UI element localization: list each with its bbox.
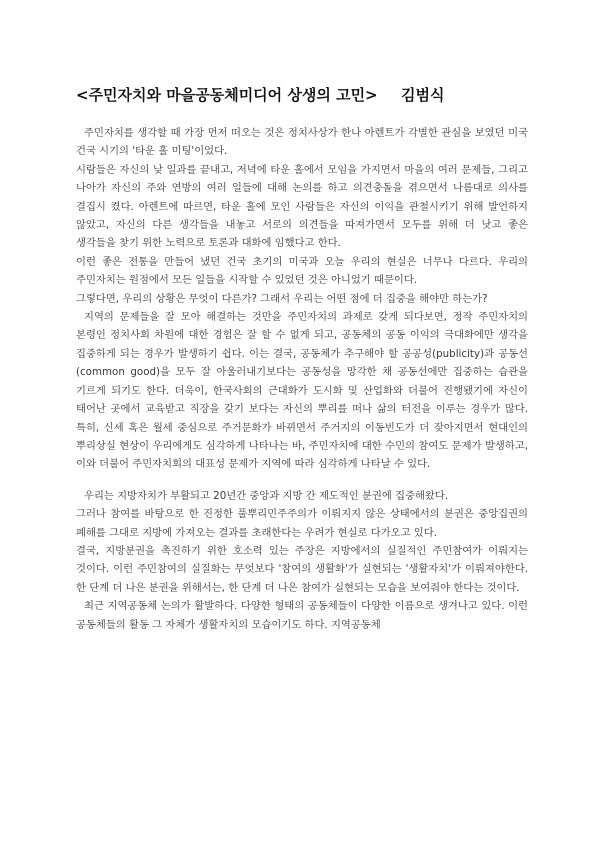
title-line [76, 84, 536, 108]
paragraph: 최근 지역공동체 논의가 활발하다. 다양한 형태의 공동체들이 다양한 이름으로 생겨나고 있다. 이런 공동체들의 활동 그 자체가 생활자치의 모습이기도 하다. 지역공동체 [76, 600, 528, 631]
section-spacer [76, 474, 528, 487]
paragraph: 그러나 참여를 바탕으로 한 진정한 풀뿌리민주주의가 이뤄지지 않은 상태에서의 분권은 중앙집권의 폐해를 그대로 지방에 가져오는 결과를 초래한다는 우려가 현실로 다가오고 있다. [76, 508, 528, 539]
document-title: <주민자치와 마을공동체미디어 상생의 고민> [76, 86, 378, 104]
document-body [76, 124, 528, 634]
paragraph: 그렇다면, 우리의 상황은 무엇이 다른가? 그래서 우리는 어떤 점에 더 집중을 해야만 하는가? [76, 292, 488, 305]
paragraph: 이런 좋은 전통을 만들어 냈던 건국 초기의 미국과 오늘 우리의 현실은 너무나 다르다. 우리의 주민자치는 원점에서 모든 일들을 시작할 수 있었던 것은 아니었기 때문이다. [76, 255, 528, 287]
paragraph: 지역의 문제들을 잘 모아 해결하는 것만을 주민자치의 과제로 갖게 되다보면, 정작 주민자치의 본령인 정치사회 차원에 대한 경험은 잘 할 수 없게 되고, 공동체의 공동 이익의 극대화에만 생각을 집중하게 되는 경우가 발생하기 쉽다. 이는 결국, 공동체가 추구해야 할 공공성(publicity)과 공동선(common good)을 모두 잘 아울러내기보다는 공동성을 망각한 채 공동선에만 집중하는 습관을 기르게 되기도 한다. 더욱이, 한국사회의 근대화가 도시화 및 산업화와 더불어 진행됐기에 자신이 태어난 곳에서 교육받고 직장을 갖기 보다는 자신의 뿌리를 떠나 삶의 터전을 이루는 경우가 많다. 특히, 신세 혹은 월세 중심으로 주거문화가 바뀌면서 주거지의 이동빈도가 더 잦아지면서 현대인의 뿌리상실 현상이 우리에게도 심각하게 나타나는 바, 주민자치에 대한 수민의 참여도 문제가 발생하고, 이와 더불어 주민자치회의 대표성 문제가 지역에 따라 심각하게 나타날 수 있다. [76, 311, 528, 471]
paragraph: 우리는 지방자치가 부활되고 20년간 중앙과 지방 간 제도적인 분권에 집중해왔다. [84, 489, 449, 502]
document-author: 김범식 [401, 86, 445, 104]
paragraph: 주민자치를 생각할 때 가장 먼저 떠오는 것은 정치사상가 한나 아렌트가 각별한 관심을 보였던 미국 건국 시기의 '타운 홀 미팅'이었다. [76, 127, 528, 158]
paragraph: 결국, 지방분권을 촉진하기 위한 호소력 있는 주장은 지방에서의 실질적인 주민참여가 이뤄지는 것이다. 이런 주민참여의 실질화는 무엇보다 '참여의 생활화'가 실현되는 '생활자치'가 이뤄져야한다. 한 단계 더 나은 분권을 위해서는, 한 단계 더 나은 참여가 실현되는 모습을 보여줘야 한다는 것이다. [76, 544, 528, 594]
paragraph: 시람들은 자신의 낮 일과를 끝내고, 저녁에 타운 홀에서 모임을 가지면서 마을의 여러 문제들, 그리고 나아가 자신의 주와 연방의 여러 일들에 대해 논의를 하고 의견충돌을 겪으면서 나름대로 의사를 결집시 켰다. 아렌트에 따르면, 타운 홀에 모인 사람들은 자신의 이익을 관철시키기 위해 발언하지 않았고, 자신의 다른 생각들을 내놓고 서로의 의견들을 따져가면서 모두를 위해 더 낫고 좋은 생각들을 찾기 위한 노력으로 토론과 대화에 임했다고 한다. [76, 163, 528, 250]
